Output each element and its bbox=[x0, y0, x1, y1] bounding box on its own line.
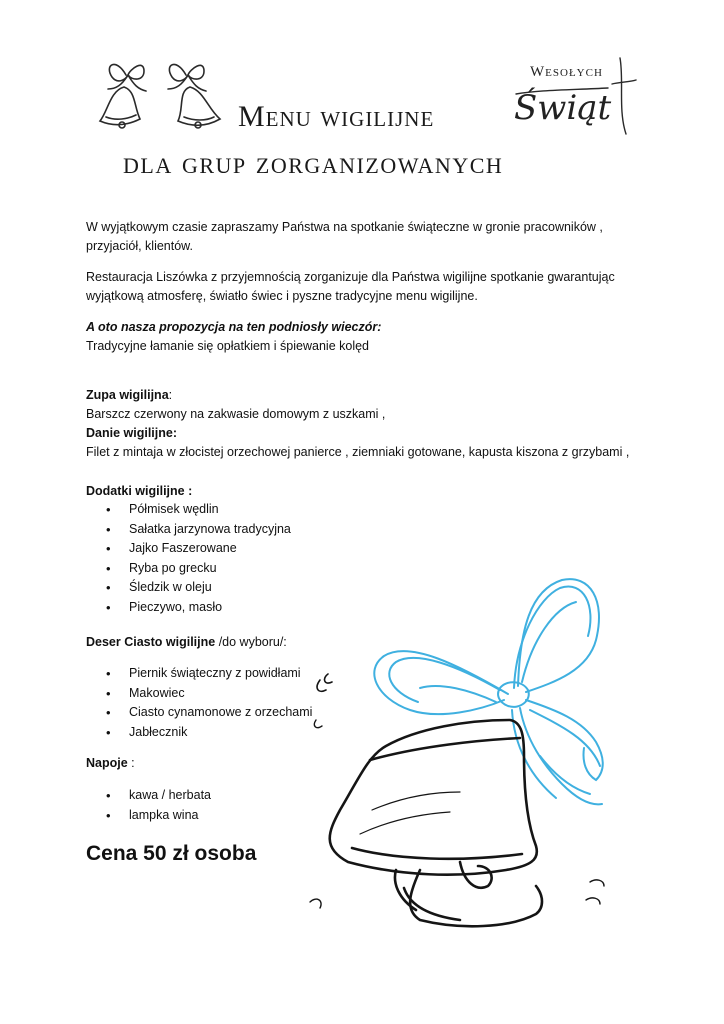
sides-list bbox=[86, 500, 291, 617]
list-item: • lampka wina bbox=[86, 806, 211, 826]
list-item: • kawa / herbata bbox=[86, 786, 211, 806]
drinks-list bbox=[86, 786, 211, 825]
mains-text: Filet z mintaja w złocistej orzechowej panierce , ziemniaki gotowane, kapusta kiszona z grzybami , bbox=[86, 445, 630, 459]
page-subtitle: dla grup zorganizowanych bbox=[123, 145, 504, 180]
dessert-list bbox=[86, 664, 312, 742]
list-item: • Ryba po grecku bbox=[86, 559, 291, 579]
list-item: • Pieczywo, masło bbox=[86, 598, 291, 618]
dessert-heading: Deser Ciasto wigilijne bbox=[86, 635, 216, 649]
drinks-heading: Napoje bbox=[86, 756, 128, 770]
list-item: • Śledzik w oleju bbox=[86, 578, 291, 598]
price-label: Cena 50 zł osoba bbox=[86, 842, 257, 865]
list-item: • Sałatka jarzynowa tradycyjna bbox=[86, 520, 291, 540]
proposal-text: Tradycyjne łamanie się opłatkiem i śpiewanie kolęd bbox=[86, 339, 370, 353]
wesolych-swiat-logo bbox=[508, 50, 638, 140]
logo-line1: Wesołych bbox=[530, 64, 603, 80]
page-title: Menu wigilijne bbox=[238, 100, 435, 133]
intro-paragraph-1: W wyjątkowym czasie zapraszamy Państwa na spotkanie świąteczne w gronie pracowników , przyjaciół, klientów. bbox=[86, 220, 603, 253]
drinks-heading-suffix: : bbox=[127, 756, 135, 770]
list-item: • Jabłecznik bbox=[86, 723, 312, 743]
intro-paragraph-2: Restauracja Liszówka z przyjemnością zorganizuje dla Państwa wigilijne spotkanie gwarantując wyjątkową atmosferę, światło świec i pyszne tradycyjne menu wigilijne. bbox=[86, 270, 615, 303]
list-item: • Półmisek wędlin bbox=[86, 500, 291, 520]
christmas-bells-illustration bbox=[300, 570, 640, 950]
list-item: • Ciasto cynamonowe z orzechami bbox=[86, 703, 312, 723]
proposal-heading: A oto nasza propozycja na ten podniosły wieczór: bbox=[86, 320, 382, 334]
list-item: • Jajko Faszerowane bbox=[86, 539, 291, 559]
logo-line2: Świąt bbox=[514, 88, 612, 128]
soup-text: Barszcz czerwony na zakwasie domowym z uszkami , bbox=[86, 407, 386, 421]
bells-icon bbox=[98, 55, 228, 135]
dessert-heading-suffix: /do wyboru/: bbox=[215, 635, 287, 649]
sides-heading: Dodatki wigilijne : bbox=[86, 484, 193, 498]
soup-heading-line bbox=[86, 386, 646, 405]
soup-heading: Zupa wigilijna bbox=[86, 388, 169, 402]
mains-heading: Danie wigilijne: bbox=[86, 426, 177, 440]
list-item: • Makowiec bbox=[86, 684, 312, 704]
list-item: • Piernik świąteczny z powidłami bbox=[86, 664, 312, 684]
soup-heading-suffix: : bbox=[168, 388, 173, 402]
